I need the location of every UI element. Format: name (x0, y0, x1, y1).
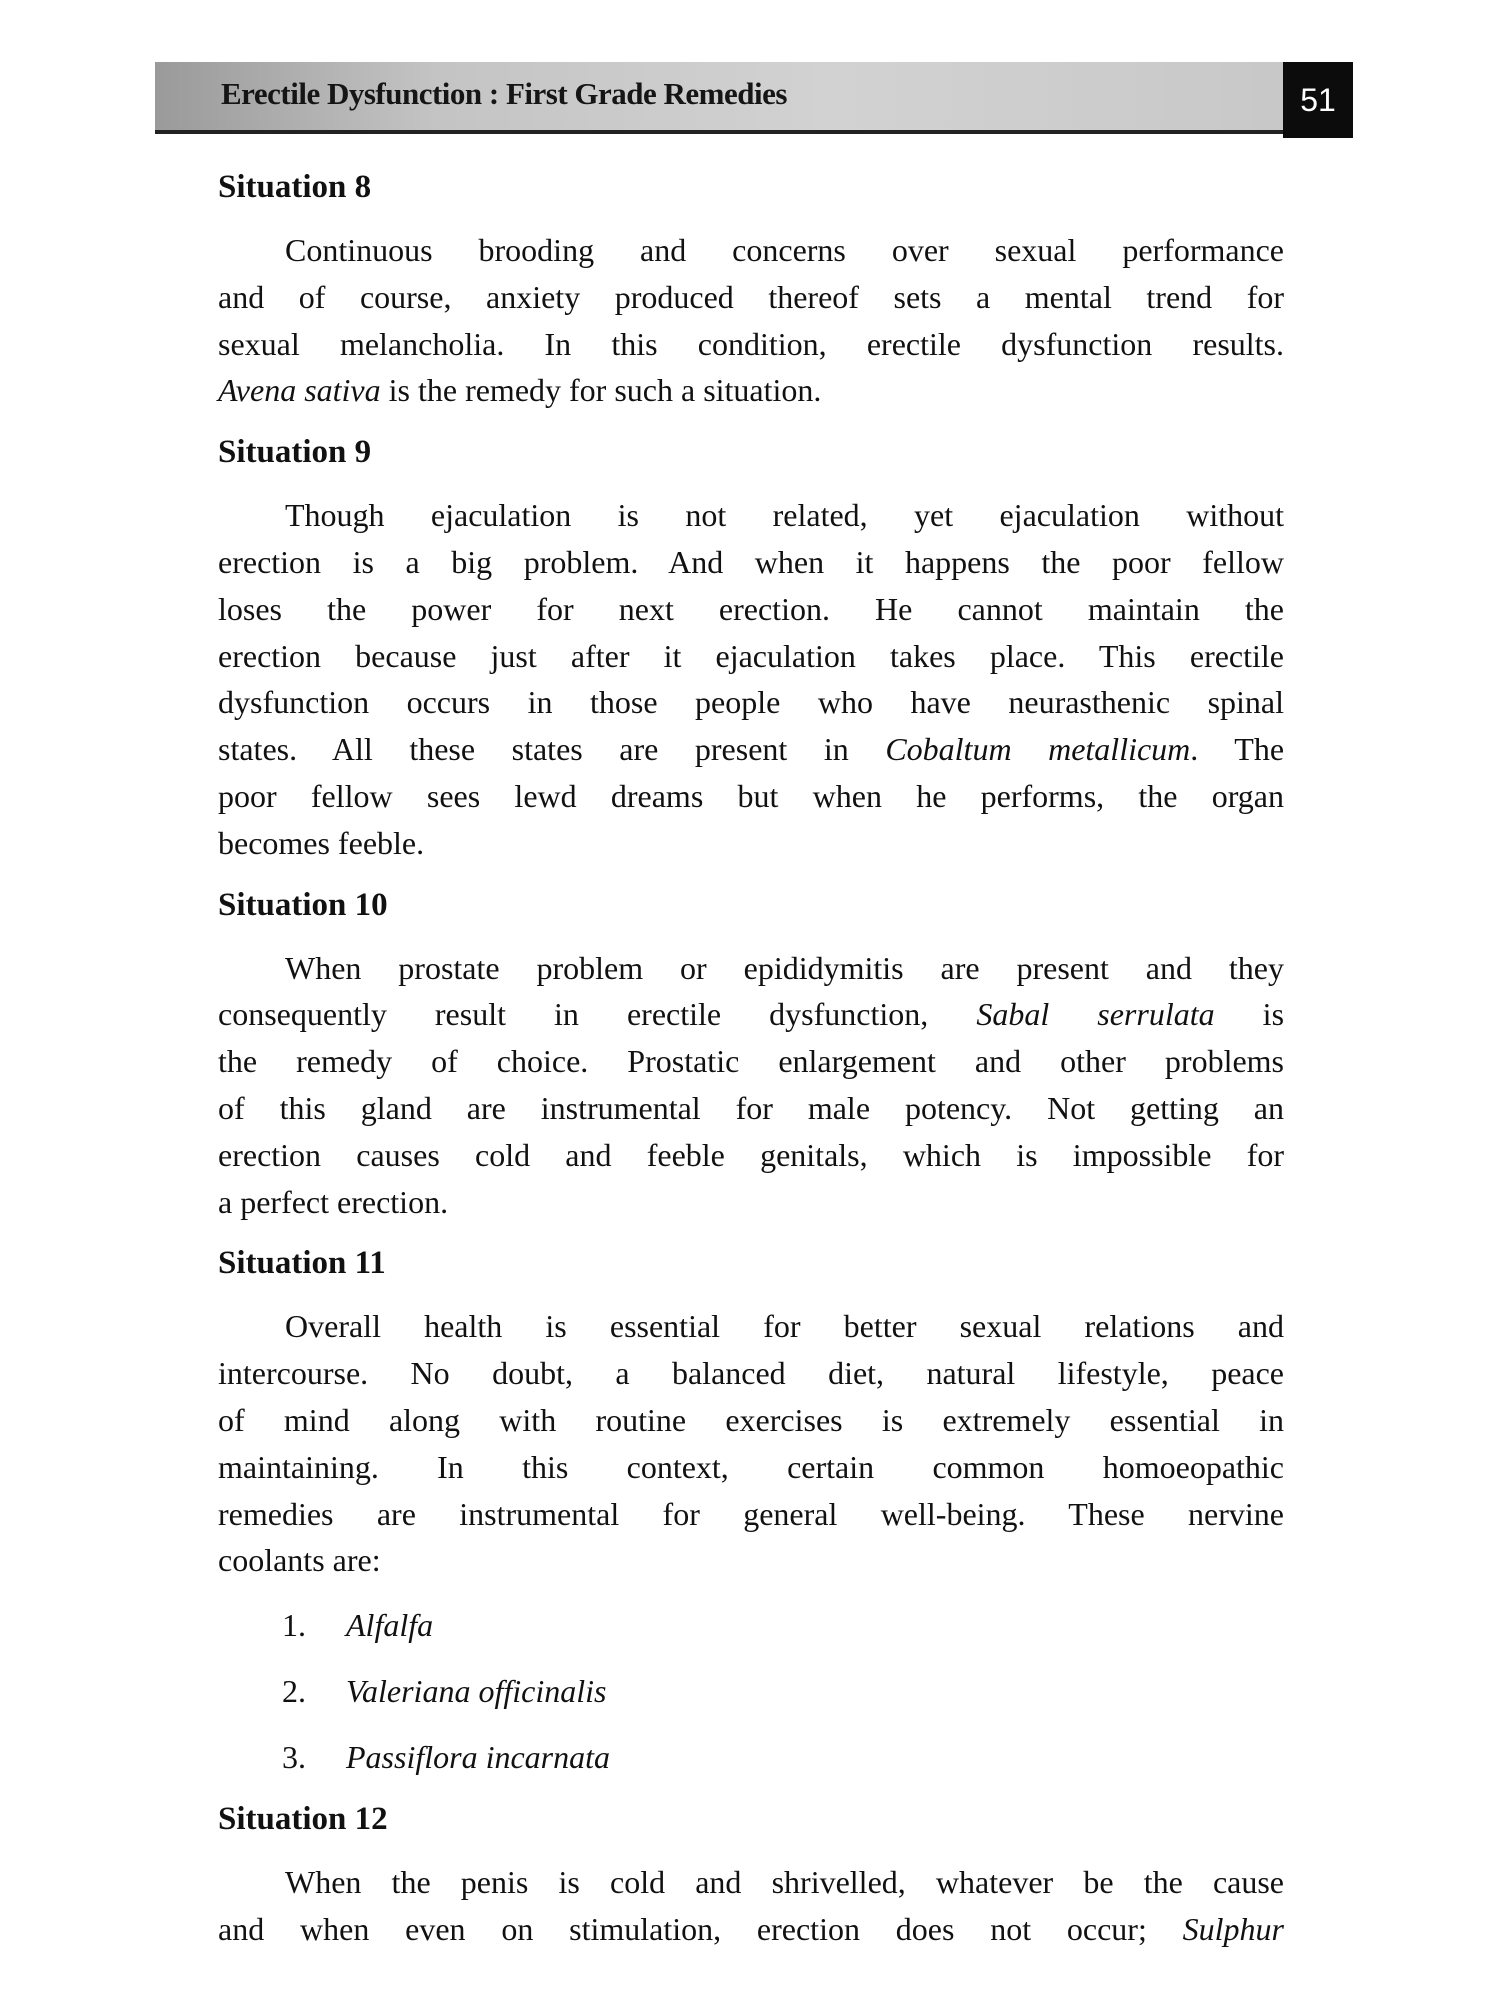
text-line (218, 586, 1284, 633)
text-line (218, 274, 1284, 321)
section-situation (218, 874, 1284, 1226)
text-run: erection because just after it ejaculation takes place. This erectile (218, 637, 1284, 674)
running-header (155, 62, 1283, 134)
text-line (218, 1444, 1284, 1491)
list-number: 3. (282, 1739, 306, 1776)
list-number: 2. (282, 1673, 306, 1710)
text-line (218, 367, 1284, 414)
page-number: 51 (1283, 62, 1353, 138)
paragraph (218, 1303, 1284, 1584)
section-situation (218, 1232, 1284, 1790)
text-run: becomes feeble. (218, 824, 425, 861)
text-run: erection is a big problem. And when it happens the poor fellow (218, 543, 1284, 580)
text-run: dysfunction occurs in those people who have neurasthenic spinal (218, 684, 1284, 721)
text-run: is the remedy for such a situation. (380, 372, 822, 409)
list-number: 1. (282, 1607, 306, 1644)
remedy-name: Avena sativa (218, 372, 381, 409)
remedy-name: Sulphur (1182, 1910, 1284, 1947)
section-heading: Situation 8 (218, 169, 372, 205)
remedy-name: Valeriana officinalis (346, 1673, 607, 1710)
text-run: is (1214, 996, 1285, 1033)
text-run: . The (1190, 731, 1285, 768)
text-run: sexual melancholia. In this condition, erectile dysfunction results. (218, 325, 1284, 362)
text-run: the remedy of choice. Prostatic enlargement and other problems (218, 1043, 1284, 1080)
text-run: Overall health is essential for better sexual relations and (285, 1308, 1284, 1345)
text-line (218, 1085, 1284, 1132)
text-line (218, 1303, 1284, 1350)
text-line (218, 1906, 1284, 1953)
text-run: a perfect erection. (218, 1183, 449, 1220)
section-situation (218, 156, 1284, 414)
section-heading: Situation 10 (218, 886, 388, 923)
text-line (218, 227, 1284, 274)
paragraph (218, 492, 1284, 866)
text-line (218, 991, 1284, 1038)
text-run: Though ejaculation is not related, yet ejaculation without (285, 497, 1284, 534)
paragraph (218, 945, 1284, 1226)
text-line (218, 773, 1284, 820)
text-line (218, 1179, 1284, 1226)
text-run: poor fellow sees lewd dreams but when he performs, the organ (218, 777, 1284, 814)
text-line (218, 321, 1284, 368)
text-line (218, 1350, 1284, 1397)
text-run: coolants are: (218, 1542, 381, 1579)
section-heading: Situation 12 (218, 1801, 388, 1838)
paragraph (218, 227, 1284, 414)
text-run: remedies are instrumental for general well-being. These nervine (218, 1495, 1284, 1532)
section-situation (218, 421, 1284, 866)
page-body (218, 149, 1284, 1953)
list-item (218, 1592, 1284, 1658)
text-run: intercourse. No doubt, a balanced diet, natural lifestyle, peace (218, 1355, 1284, 1392)
text-run: of mind along with routine exercises is extremely essential in (218, 1401, 1284, 1438)
text-run: erection causes cold and feeble genitals, which is impossible for (218, 1136, 1284, 1173)
text-run: consequently result in erectile dysfunction, (218, 996, 977, 1033)
text-run: maintaining. In this context, certain common homoeopathic (218, 1448, 1284, 1485)
text-run: and of course, anxiety produced thereof sets a mental trend for (218, 278, 1284, 315)
list-item (218, 1658, 1284, 1724)
text-line (218, 679, 1284, 726)
paragraph (218, 1859, 1284, 1953)
remedy-name: Alfalfa (346, 1607, 434, 1644)
text-line (218, 1038, 1284, 1085)
text-run: When the penis is cold and shrivelled, whatever be the cause (285, 1864, 1284, 1901)
text-line (218, 539, 1284, 586)
section-heading: Situation 9 (218, 434, 372, 471)
text-run: When prostate problem or epididymitis are present and they (285, 949, 1284, 986)
remedy-name: Passiflora incarnata (346, 1739, 611, 1776)
text-line (218, 633, 1284, 680)
text-run: Continuous brooding and concerns over sexual performance (285, 232, 1284, 268)
remedy-name: Sabal serrulata (976, 996, 1215, 1033)
text-line (218, 945, 1284, 992)
section-situation (218, 1788, 1284, 1953)
remedy-name: Cobaltum metallicum (885, 731, 1191, 768)
remedy-list (218, 1592, 1284, 1790)
text-line (218, 492, 1284, 539)
text-line (218, 1537, 1284, 1584)
text-line (218, 820, 1284, 867)
text-line (218, 1859, 1284, 1906)
text-run: states. All these states are present in (218, 731, 886, 768)
list-item (218, 1724, 1284, 1790)
text-run: loses the power for next erection. He cannot maintain the (218, 590, 1284, 627)
chapter-title: Erectile Dysfunction : First Grade Remedies (221, 76, 787, 111)
text-line (218, 1132, 1284, 1179)
text-line (218, 1397, 1284, 1444)
text-line (218, 726, 1284, 773)
text-run: and when even on stimulation, erection does not occur; (218, 1910, 1183, 1947)
text-line (218, 1491, 1284, 1538)
section-heading: Situation 11 (218, 1245, 386, 1282)
text-run: of this gland are instrumental for male potency. Not getting an (218, 1089, 1284, 1126)
